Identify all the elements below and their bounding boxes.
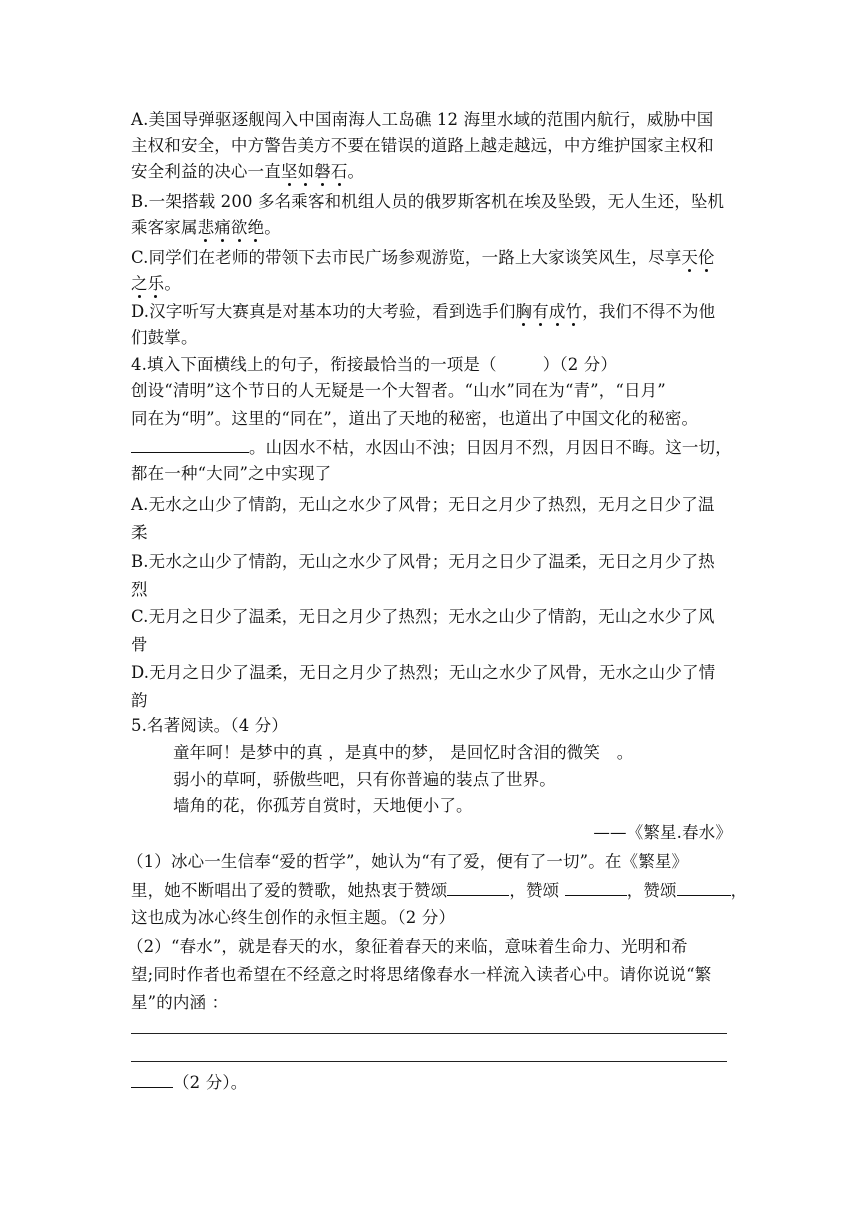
emphasis-char: 石: [330, 162, 348, 181]
q4-passage-line2: 同在为“明”。这里的“同在”，道出了天地的秘密，也道出了中国文化的秘密。: [131, 409, 699, 428]
emphasis-char: 有: [532, 302, 549, 321]
q3-option-d-line1: D.汉字听写大赛真是对基本功的大考验，看到选手们胸有成竹，我们不得不为他: [131, 302, 716, 321]
q5-poem-line3: 墙角的花，你孤芳自赏时，天地便小了。: [173, 796, 473, 815]
q4-passage-line4: 都在一种“大同”之中实现了: [131, 464, 332, 483]
q4-option-a-line2: 柔: [131, 523, 148, 542]
q3-option-a-line2: 主权和安全，中方警告美方不要在错误的道路上越走越远，中方维护国家主权和: [131, 136, 714, 155]
emphasis-char: 天: [681, 248, 699, 267]
answer-line[interactable]: [131, 1033, 727, 1034]
q3-option-d-line2: 们鼓掌。: [131, 328, 198, 347]
q3-option-a-line3: 安全利益的决心一直坚如磐石。: [131, 162, 365, 181]
q5-sub2-tail: （2 分）。: [131, 1070, 731, 1096]
emphasis-char: 欲: [230, 218, 248, 237]
emphasis-char: 竹: [565, 302, 583, 321]
q3-option-b-line1: B.一架搭载 200 多名乘客和机组人员的俄罗斯客机在埃及坠毁，无人生还，坠机: [131, 192, 725, 211]
q5-sub1-line2: 里，她不断唱出了爱的赞歌，她热衷于赞颂 ，赞颂 ，赞颂 ，: [131, 881, 748, 900]
fill-blank[interactable]: [565, 879, 627, 896]
q5-sub2-line1: （2）“春水”，就是春天的水，象征着春天的来临，意味着生命力、光明和希: [127, 937, 688, 956]
q5-poem-line1: 童年呵！是梦中的真 ，是真中的梦， 是回忆时含泪的微笑 。: [173, 743, 634, 762]
q4-option-b-line1: B.无水之山少了情韵，无山之水少了风骨；无月之日少了温柔，无日之月少了热: [131, 552, 715, 571]
q3-option-c-line2: 之乐。: [131, 274, 181, 293]
q4-option-a-line1: A.无水之山少了情韵，无山之水少了风骨；无日之月少了热烈，无月之日少了温: [131, 495, 715, 514]
q4-option-c-line1: C.无月之日少了温柔，无日之月少了热烈；无水之山少了情韵，无山之水少了风: [131, 607, 715, 626]
emphasis-char: 如: [297, 162, 315, 181]
fill-blank[interactable]: [677, 879, 731, 896]
emphasis-char: 磐: [314, 162, 331, 181]
q4-stem: 4.填入下面横线上的句子，衔接最恰当的一项是（ ）（2 分）: [131, 355, 618, 374]
q3-option-c-line1: C.同学们在老师的带领下去市民广场参观游览，一路上大家谈笑风生，尽享天伦: [131, 248, 715, 267]
emphasis-char: 伦: [698, 248, 715, 267]
q4-option-d-line1: D.无月之日少了温柔，无日之月少了热烈；无山之水少了风骨，无水之山少了情: [131, 663, 716, 682]
q3-option-b-line2: 乘客家属悲痛欲绝。: [131, 218, 281, 237]
q4-passage-line3: 。山因水不枯，水因山不浊；日因月不烈，月因日不晦。这一切，: [131, 435, 731, 461]
q5-poem-line2: 弱小的草呵，骄傲些吧，只有你普遍的装点了世界。: [173, 770, 556, 789]
q5-sub2-line3: 星”的内涵 ：: [131, 993, 229, 1012]
emphasis-char: 痛: [214, 218, 231, 237]
q5-poem-source: ——《繁星.春水》: [593, 823, 732, 842]
emphasis-char: 成: [548, 302, 566, 321]
q4-passage-line1: 创设“清明”这个节日的人无疑是一个大智者。“山水”同在为“青”，“日月”: [131, 381, 666, 400]
answer-line[interactable]: [131, 1061, 727, 1062]
q4-option-c-line2: 骨: [131, 635, 148, 654]
emphasis-char: 之: [131, 274, 148, 293]
emphasis-char: 绝: [247, 218, 265, 237]
q5-sub2-line2: 望;同时作者也希望在不经意之时将思绪像春水一样流入读者心中。请你说说“繁: [131, 965, 712, 984]
emphasis-char: 坚: [280, 162, 298, 181]
q3-option-a-line1: A.美国导弹驱逐舰闯入中国南海人工岛礁 12 海里水域的范围内航行，威胁中国: [131, 110, 714, 129]
q4-option-d-line2: 韵: [131, 691, 148, 710]
q5-sub1-line3: 这也成为冰心终生创作的永恒主题。（2 分）: [131, 908, 456, 927]
fill-blank[interactable]: [131, 436, 249, 453]
emphasis-char: 胸: [515, 302, 533, 321]
fill-blank[interactable]: [447, 879, 509, 896]
q5-title: 5.名著阅读。（4 分）: [131, 716, 289, 735]
emphasis-char: 悲: [197, 218, 215, 237]
emphasis-char: 乐: [147, 274, 165, 293]
q5-sub1-line1: （1）冰心一生信奉“爱的哲学”，她认为“有了爱，便有了一切”。在《繁星》: [127, 852, 689, 871]
q4-option-b-line2: 烈: [131, 580, 148, 599]
fill-blank[interactable]: [131, 1071, 173, 1088]
